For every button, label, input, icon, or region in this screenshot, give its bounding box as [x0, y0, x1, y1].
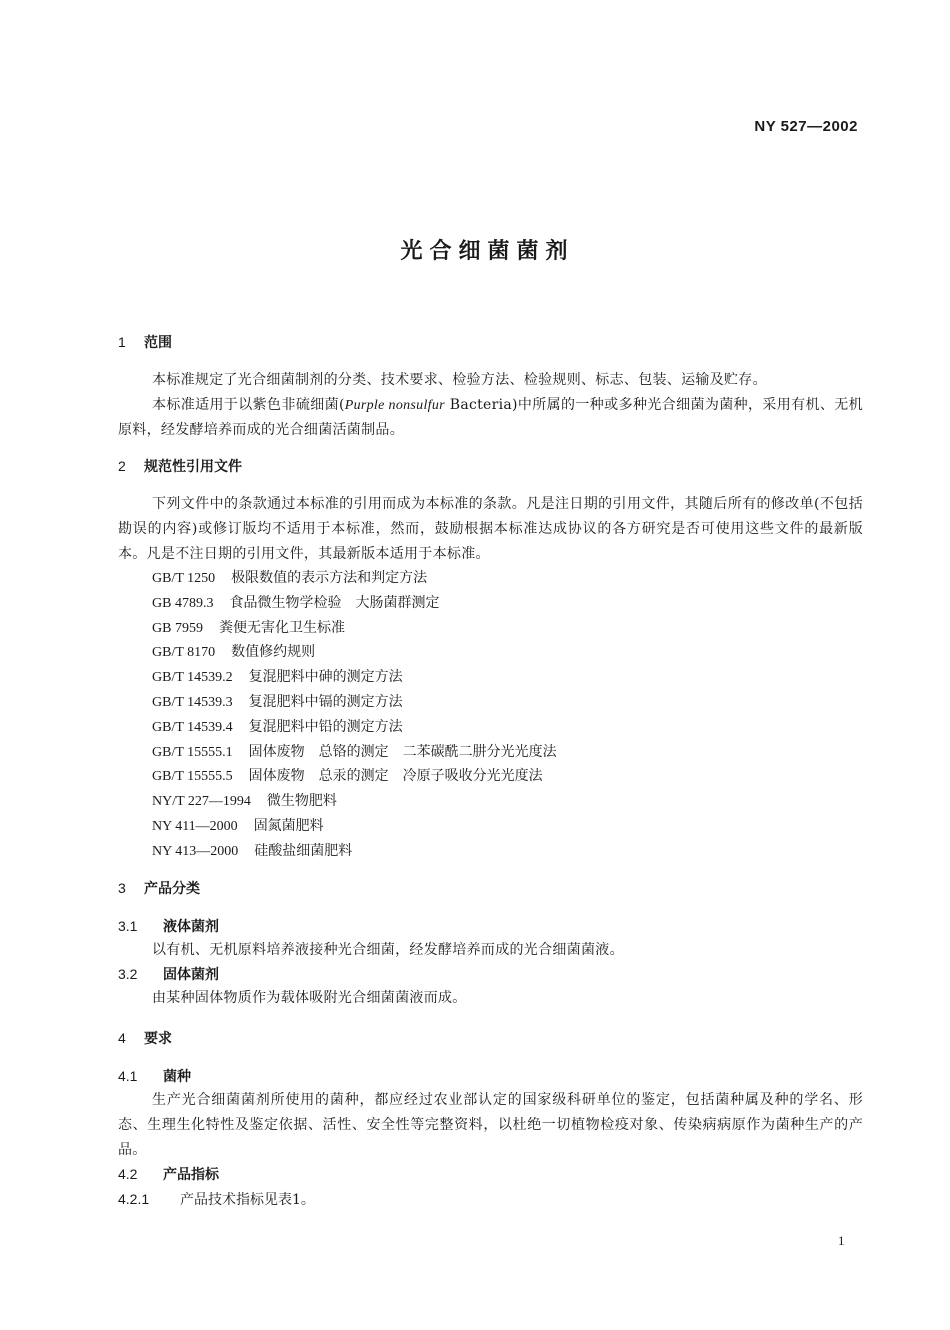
section-number: 2: [118, 458, 126, 474]
subsection-title: 产品指标: [163, 1167, 219, 1183]
section-3-1-heading: [118, 916, 219, 936]
reference-title: 固氮菌肥料: [253, 817, 324, 834]
reference-title: 固体废物 总汞的测定 冷原子吸收分光光度法: [248, 768, 543, 785]
subsection-title: 液体菌剂: [163, 919, 219, 935]
section-2-heading: [118, 456, 242, 476]
subsection-title: 菌种: [163, 1069, 191, 1085]
reference-item: [152, 839, 557, 864]
reference-item: [152, 715, 557, 740]
reference-code: GB/T 14539.3: [152, 694, 233, 710]
subsection-number: 4.2.1: [118, 1191, 150, 1207]
para-text: Bacteria)中所属的一种或多种光合细菌为菌种，采用有机、无机原料，经发酵培养而成的光合细菌活菌制品。: [118, 397, 863, 438]
reference-code: NY 411—2000: [152, 818, 238, 834]
section-title: 规范性引用文件: [144, 459, 242, 475]
latin-term: Purple nonsulfur: [344, 398, 445, 413]
reference-code: GB/T 14539.2: [152, 670, 233, 686]
reference-title: 复混肥料中砷的测定方法: [248, 669, 403, 686]
subsection-title: 固体菌剂: [163, 967, 219, 983]
reference-item: [152, 665, 557, 690]
section-title: 范围: [144, 335, 172, 351]
section-3-1-text: 以有机、无机原料培养液接种光合细菌，经发酵培养而成的光合细菌菌液。: [152, 942, 624, 958]
reference-item: [152, 640, 557, 665]
reference-code: GB/T 15555.1: [152, 744, 233, 760]
reference-title: 复混肥料中铅的测定方法: [248, 718, 403, 735]
document-title: 光合细菌菌剂: [400, 239, 575, 264]
section-4-2-1-line: [118, 1189, 315, 1209]
section-4-2-heading: [118, 1164, 219, 1184]
section-title: 要求: [144, 1031, 172, 1047]
reference-title: 微生物肥料: [266, 793, 337, 810]
subsection-number: 3.2: [118, 966, 138, 982]
reference-code: GB 4789.3: [152, 595, 214, 611]
subsection-number: 4.1: [118, 1068, 138, 1084]
section-2-intro: 下列文件中的条款通过本标准的引用而成为本标准的条款。凡是注日期的引用文件，其随后所有的修改单(不包括勘误的内容)或修订版均不适用于本标准，然而，鼓励根据本标准达成协议的各方研究是否可使用这些文件的最新版本。凡是不注日期的引用文件，其最新版本适用于本标准。: [118, 496, 863, 562]
section-3-2-heading: [118, 964, 219, 984]
section-4-heading: [118, 1028, 172, 1048]
subsection-number: 4.2: [118, 1166, 138, 1182]
subsection-text: 产品技术指标见表1。: [180, 1192, 315, 1208]
reference-code: GB 7959: [152, 620, 203, 636]
reference-title: 固体废物 总铬的测定 二苯碳酰二肼分光光度法: [248, 743, 557, 760]
section-1-para-2: [118, 393, 863, 443]
reference-code: NY 413—2000: [152, 843, 239, 859]
reference-title: 极限数值的表示方法和判定方法: [231, 570, 428, 586]
reference-title: 硅酸盐细菌肥料: [254, 842, 353, 859]
section-4-1-heading: [118, 1066, 191, 1086]
reference-item: [152, 690, 557, 715]
section-number: 3: [118, 880, 126, 896]
reference-title: 复混肥料中镉的测定方法: [248, 693, 403, 710]
reference-item: [152, 740, 557, 765]
page-number: 1: [838, 1233, 845, 1248]
reference-item: [152, 616, 557, 641]
reference-code: GB/T 14539.4: [152, 719, 233, 735]
section-1-heading: [118, 332, 172, 352]
reference-item: [152, 764, 557, 789]
section-1-para-1: 本标准规定了光合细菌制剂的分类、技术要求、检验方法、检验规则、标志、包装、运输及贮存。: [152, 372, 767, 388]
section-number: 4: [118, 1030, 126, 1046]
reference-title: 食品微生物学检验 大肠菌群测定: [229, 594, 440, 611]
section-title: 产品分类: [144, 881, 200, 897]
reference-title: 数值修约规则: [231, 644, 316, 661]
reference-code: GB/T 8170: [152, 645, 216, 661]
reference-code: NY/T 227—1994: [152, 794, 251, 810]
section-number: 1: [118, 334, 126, 350]
reference-title: 粪便无害化卫生标准: [218, 619, 345, 636]
reference-item: [152, 591, 557, 616]
section-3-2-text: 由某种固体物质作为载体吸附光合细菌菌液而成。: [152, 990, 467, 1006]
normative-reference-list: [152, 566, 557, 864]
subsection-number: 3.1: [118, 918, 138, 934]
standard-number: NY 527—2002: [754, 118, 858, 135]
reference-code: GB/T 1250: [152, 571, 216, 586]
reference-item: [152, 789, 557, 814]
section-4-1-text: 生产光合细菌菌剂所使用的菌种，都应经过农业部认定的国家级科研单位的鉴定，包括菌种属及种的学名、形态、生理生化特性及鉴定依据、活性、安全性等完整资料，以杜绝一切植物检疫对象、传染病病原作为菌种生产的产品。: [118, 1092, 863, 1158]
reference-item: [152, 566, 557, 591]
reference-item: [152, 814, 557, 839]
section-3-heading: [118, 878, 200, 898]
para-text: 本标准适用于以紫色非硫细菌(: [152, 397, 345, 413]
reference-code: GB/T 15555.5: [152, 769, 233, 785]
